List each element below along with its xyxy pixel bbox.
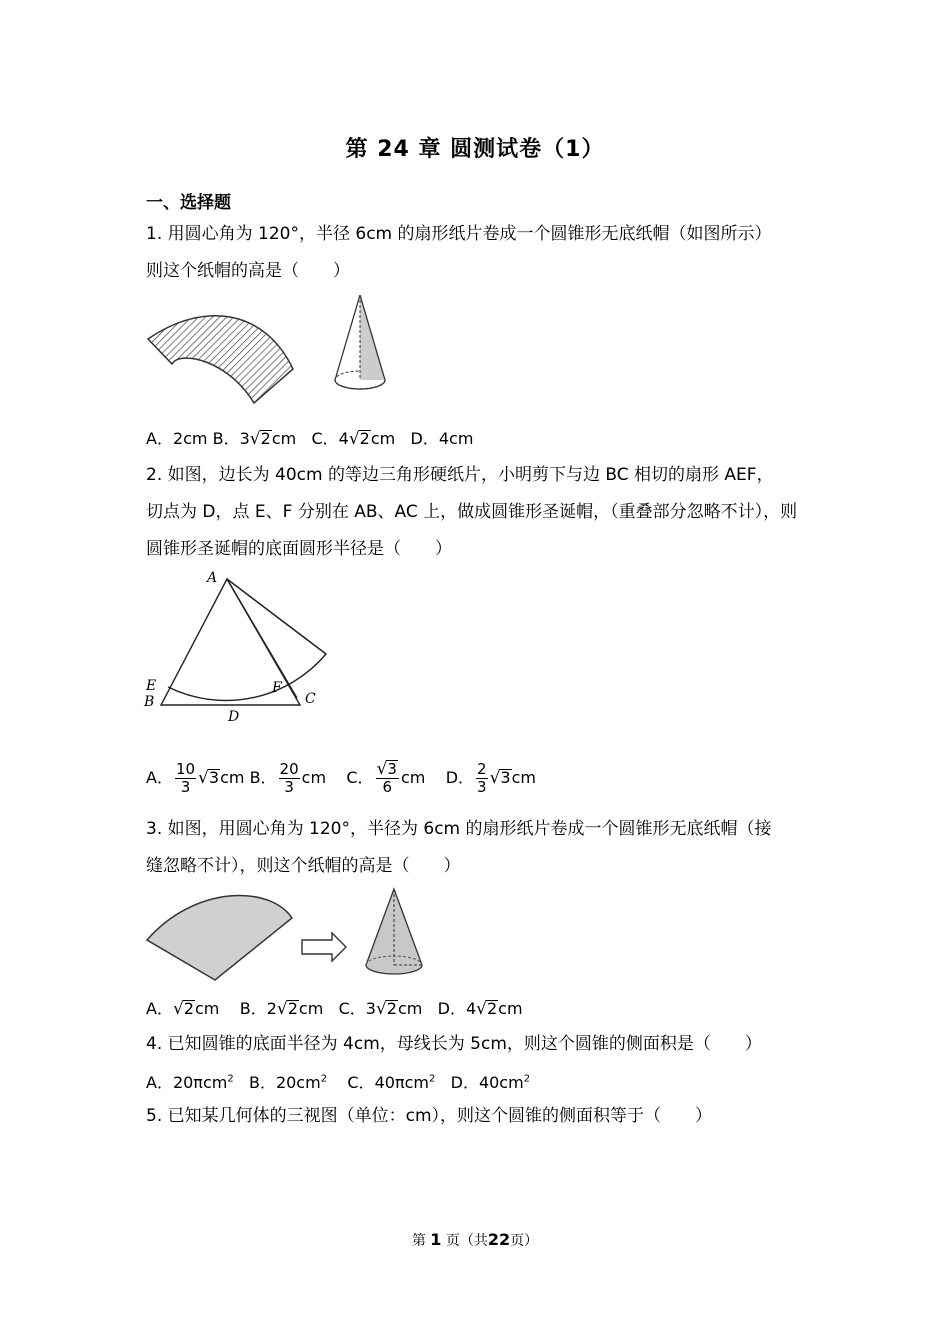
section-heading: 一、选择题 (146, 193, 231, 213)
q3-sector-shape (147, 895, 292, 980)
q2-text-line3: 圆锥形圣诞帽的底面圆形半径是（ ） (146, 539, 452, 559)
q4-option-c[interactable]: C．40πcm$^2$ (347, 1073, 436, 1093)
q4-options (146, 1068, 530, 1095)
q3-text-line1: 3. 如图，用圆心角为 120°，半径为 6cm 的扇形纸片卷成一个圆锥形无底纸帽（接 (146, 819, 772, 839)
q2-text-line2: 切点为 D，点 E、F 分别在 AB、AC 上，做成圆锥形圣诞帽，（重叠部分忽略不计），则 (146, 502, 798, 522)
total-page-count: 22 (487, 1230, 511, 1249)
q3-option-a[interactable]: A．√2cm (146, 999, 220, 1019)
q1-option-b[interactable]: B．3√2cm (212, 429, 297, 449)
q2-label-f: F (272, 680, 282, 696)
q2-label-b: B (144, 694, 155, 710)
q3-text-line2: 缝忽略不计），则这个纸帽的高是（ ） (146, 856, 461, 876)
q2-option-c[interactable]: C． $\frac{√3}{6}$ cm (346, 759, 426, 796)
q1-option-c[interactable]: C．4√2cm (311, 429, 396, 449)
q1-options (146, 427, 473, 451)
q5-text-line1: 5. 已知某几何体的三视图（单位：cm），则这个圆锥的侧面积等于（ ） (146, 1106, 713, 1126)
q3-cone-shape (366, 889, 422, 974)
q3-option-c[interactable]: C．3√2cm (338, 999, 423, 1019)
q1-text-line2: 则这个纸帽的高是（ ） (146, 261, 350, 281)
q2-figure (140, 566, 340, 726)
q3-option-d[interactable]: D．4√2cm (437, 999, 523, 1019)
q1-option-d[interactable]: D．4cm (410, 429, 474, 448)
page-title: 第 24 章 圆测试卷（1） (345, 137, 605, 162)
q4-text-line1: 4. 已知圆锥的底面半径为 4cm，母线长为 5cm，则这个圆锥的侧面积是（ ） (146, 1034, 762, 1054)
q3-option-b[interactable]: B．2√2cm (239, 999, 324, 1019)
q2-option-b[interactable]: B． $\frac{20}{3}$ cm (249, 759, 327, 796)
q2-label-d: D (228, 709, 240, 725)
current-page-number: 1 (430, 1230, 442, 1249)
q3-arrow-shape (302, 933, 346, 961)
q2-options (146, 760, 536, 796)
q1-option-a[interactable]: A．2cm (146, 429, 208, 448)
page-footer: 第 1 页（共22页） (411, 1230, 539, 1249)
q1-sector-shape (148, 316, 293, 403)
q2-label-c: C (305, 691, 316, 707)
q2-label-e: E (146, 678, 157, 694)
q1-text-line1: 1. 用圆心角为 120°，半径 6cm 的扇形纸片卷成一个圆锥形无底纸帽（如图所示） (146, 224, 772, 244)
q3-figure (140, 885, 440, 985)
q4-option-d[interactable]: D．$40cm^2$ (450, 1073, 531, 1093)
q1-figure (140, 290, 460, 405)
q2-label-a: A (207, 570, 218, 586)
q2-option-d[interactable]: D． $\frac{2}{3}$ √3cm (445, 759, 536, 796)
q2-option-a[interactable]: A． $\frac{10}{3}$ √3cm (146, 759, 245, 796)
q3-options (146, 997, 523, 1021)
q4-option-a[interactable]: A．20πcm$^2$ (146, 1073, 234, 1093)
q1-cone-shape (335, 295, 385, 389)
q2-text-line1: 2. 如图，边长为 40cm 的等边三角形硬纸片，小明剪下与边 BC 相切的扇形 AEF， (146, 465, 774, 485)
q4-option-b[interactable]: B．$20cm^2$ (248, 1073, 328, 1093)
q2-sector-arc (168, 579, 326, 700)
